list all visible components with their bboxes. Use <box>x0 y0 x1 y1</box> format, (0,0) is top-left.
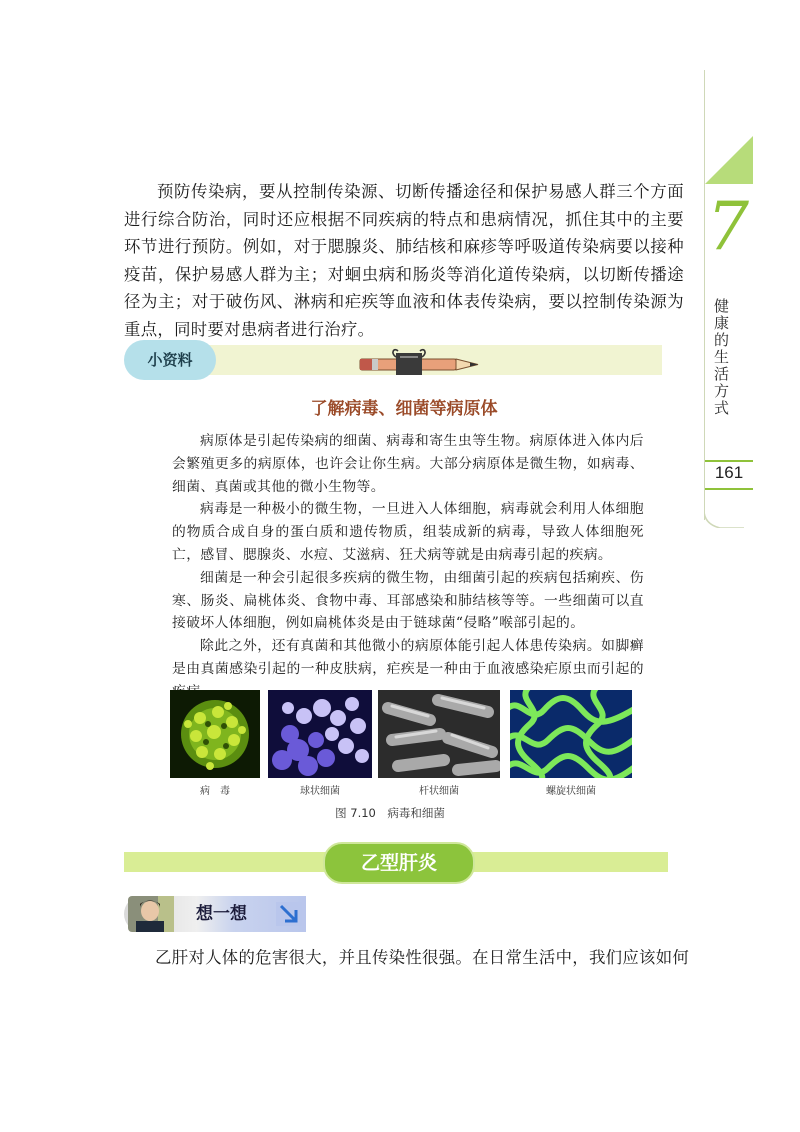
figure-title: 图 7.10 病毒和细菌 <box>335 806 445 820</box>
info-paragraph-4: 除此之外，还有真菌和其他微小的病原体能引起人体患传染病。如脚癣是由真菌感染引起的一种皮肤病，疟疾是一种由于血液感染疟原虫而引起的 <box>172 638 644 677</box>
think-text: 乙肝对人体的危害很大，并且传染性很强。在日常生活中，我们应该如何 <box>155 948 690 967</box>
info-paragraph-1: 病原体是引起传染病的细菌、病毒和寄生虫等生物。病原体进入体内后会繁殖更多的病原体，也许会让你生病。大部分病原体是微生物，如病毒、细菌、真菌或其他的微小生物等。 <box>172 433 644 495</box>
main-paragraph: 预防传染病，要从控制传染源、切断传播途径和保护易感人群三个方面进行综合防治，同时还应根据不同疾病的特点和患病情况，抓住其中的主要环节进行预防。例如，对于腮腺炎、肺结核和麻疹等呼吸道传染病要以接种疫苗，保护易感人群为主；对蛔虫病和肠炎等消化道传染病，以切断传播途径为主；对于破伤风、淋病和疟疾等血液和体表传染病，要以控制传染源为重点，同时要对患病者进行治疗。 <box>124 182 684 339</box>
info-label: 小资料 <box>124 340 216 380</box>
spiral-bacteria-image <box>510 690 632 778</box>
page-number: 161 <box>714 463 744 482</box>
info-paragraph-3: 细菌是一种会引起很多疾病的微生物，由细菌引起的疾病包括痢疾、伤寒、肠炎、扁桃体炎、食物中毒、耳部感染和肺结核等等。一些细菌可以直接破坏人体细胞，例如扁桃体炎是由于链球菌“侵略”喉部引起的。 <box>172 569 644 632</box>
info-title: 了解病毒、细菌等病原体 <box>310 399 498 419</box>
caption-virus: 病 毒 <box>200 786 230 797</box>
info-text <box>172 430 644 704</box>
think-label: 想一想 <box>196 904 247 924</box>
virus-image <box>170 690 260 778</box>
section-title: 乙型肝炎 <box>323 842 475 884</box>
caption-cocci: 球状细菌 <box>300 786 340 797</box>
rod-bacteria-image <box>378 690 500 778</box>
caption-rod: 杆状细菌 <box>419 786 459 797</box>
student-photo <box>128 896 174 932</box>
chapter-tab-triangle <box>705 136 753 184</box>
side-tab-corner <box>704 488 744 528</box>
info-paragraph-2: 病毒是一种极小的微生物，一旦进入人体细胞，病毒就会利用人体细胞的物质合成自身的蛋白质和遗传物质，组装成新的病毒，导致人体细胞死亡，感冒、腮腺炎、水痘、艾滋病、狂犬病等就是由病毒引起的疾病。 <box>172 501 644 563</box>
pencil-clip-icon <box>356 345 490 375</box>
chapter-number: 7 <box>707 188 749 265</box>
chapter-title: 健康的生活方式 <box>714 297 730 417</box>
caption-spiral: 螺旋状细菌 <box>546 786 596 797</box>
arrow-down-right-icon <box>276 902 302 926</box>
cocci-bacteria-image <box>268 690 372 778</box>
